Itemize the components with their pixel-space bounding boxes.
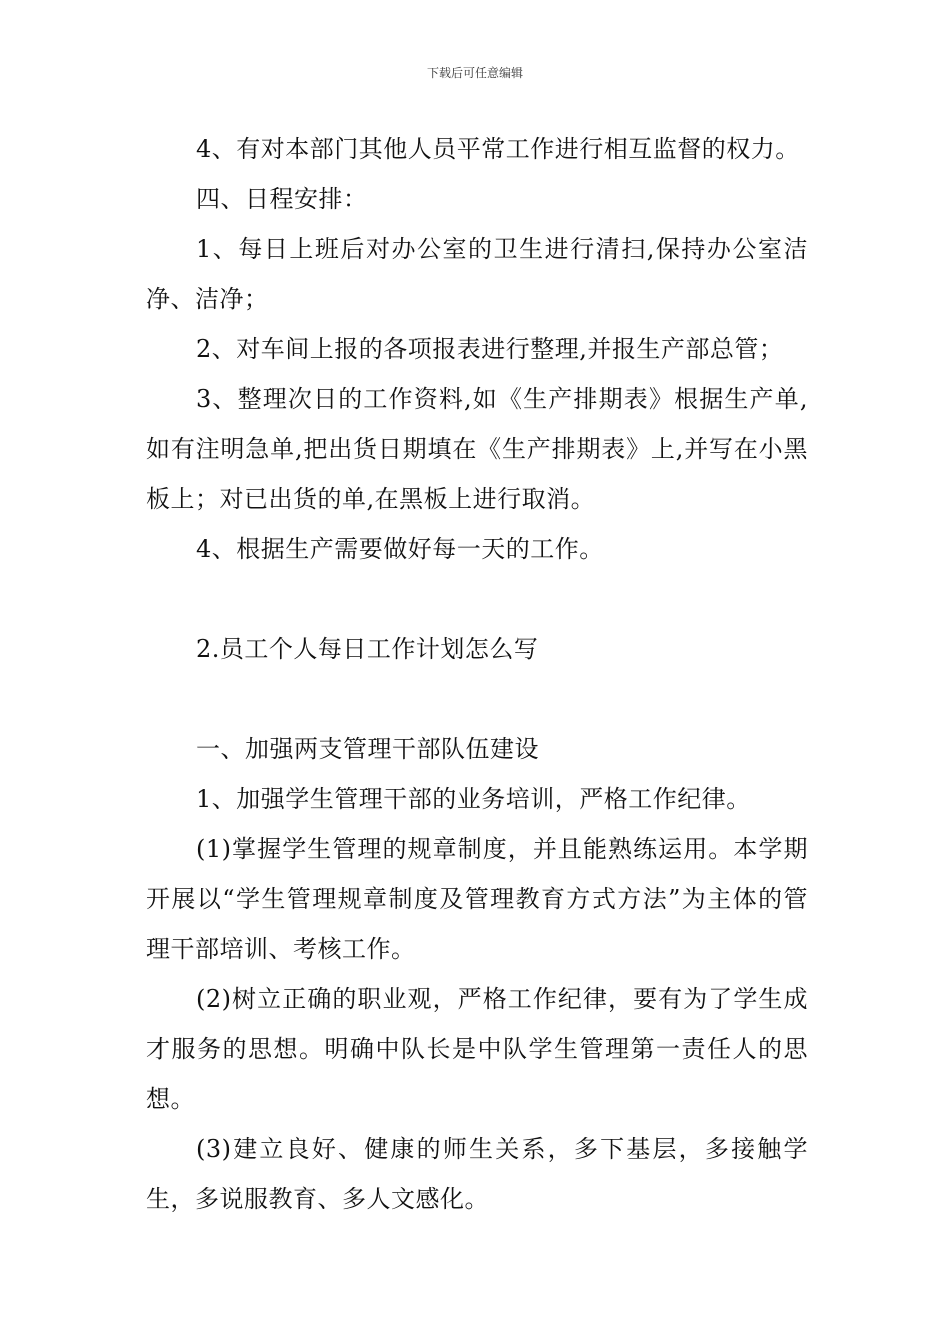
section-heading-schedule: 四、日程安排： [196, 185, 368, 213]
paragraph-schedule-3: 3、整理次日的工作资料,如《生产排期表》根据生产单,如有注明急单,把出货日期填在《生产排期表》上,并写在小黑板上；对已出货的单,在黑板上进行取消。 [146, 385, 808, 513]
paragraph-schedule-4: 4、根据生产需要做好每一天的工作。 [196, 535, 604, 563]
paragraph-schedule-1: 1、每日上班后对办公室的卫生进行清扫,保持办公室洁净、洁净； [146, 235, 808, 313]
paragraph-schedule-2: 2、对车间上报的各项报表进行整理,并报生产部总管； [196, 335, 784, 363]
paragraph-cadre-1-2: (2)树立正确的职业观，严格工作纪律，要有为了学生成才服务的思想。明确中队长是中队学生管理第一责任人的思想。 [146, 985, 808, 1113]
paragraph-cadre-1: 1、加强学生管理干部的业务培训，严格工作纪律。 [196, 785, 751, 813]
paragraph-rights: 4、有对本部门其他人员平常工作进行相互监督的权力。 [196, 135, 800, 163]
paragraph-cadre-1-3: (3)建立良好、健康的师生关系，多下基层，多接触学生，多说服教育、多人文感化。 [146, 1135, 808, 1213]
document-body [146, 124, 808, 1224]
paragraph-cadre-1-1: (1)掌握学生管理的规章制度，并且能熟练运用。本学期开展以“学生管理规章制度及管理教育方式方法”为主体的管理干部培训、考核工作。 [146, 835, 808, 963]
section-title-daily-plan: 2.员工个人每日工作计划怎么写 [196, 635, 539, 663]
section-heading-cadre: 一、加强两支管理干部队伍建设 [196, 735, 539, 763]
page-header-note: 下载后可任意编辑 [426, 66, 523, 80]
